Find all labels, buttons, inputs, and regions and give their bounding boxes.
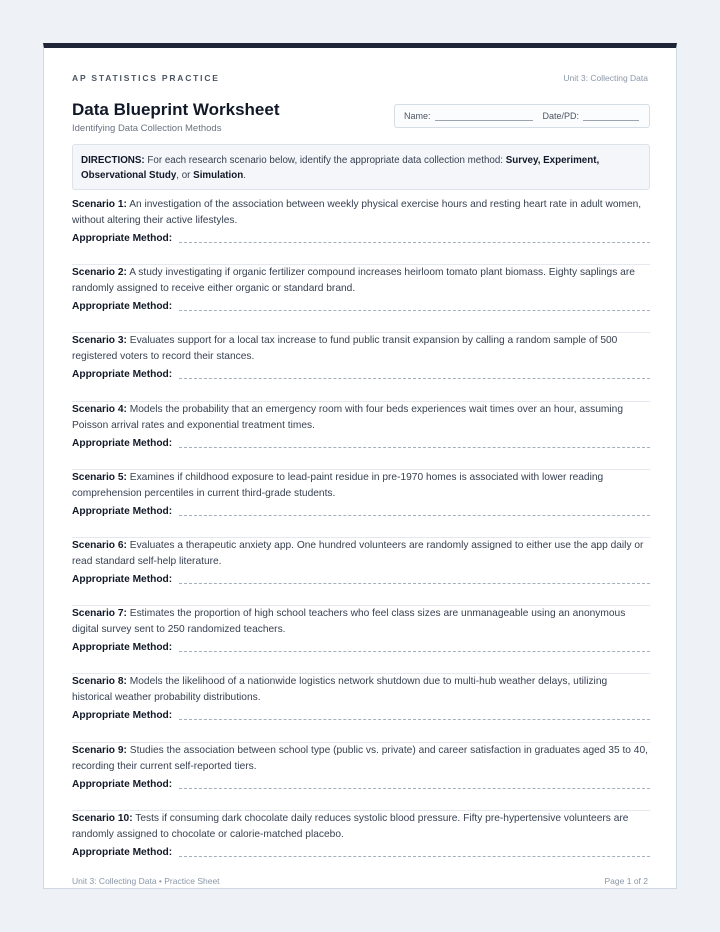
scenario-text bbox=[72, 743, 650, 775]
scenario-item bbox=[72, 197, 650, 265]
scenario-text bbox=[72, 538, 650, 570]
name-label: Name: bbox=[404, 111, 431, 121]
scenario-item bbox=[72, 265, 650, 333]
directions-methods-b: Simulation bbox=[193, 170, 244, 181]
method-label: Appropriate Method: bbox=[72, 301, 173, 313]
scenario-item bbox=[72, 811, 650, 879]
page-title: Data Blueprint Worksheet bbox=[72, 100, 280, 119]
directions-box bbox=[72, 144, 650, 190]
scenario-item bbox=[72, 606, 650, 674]
scenario-item bbox=[72, 333, 650, 401]
method-answer-line[interactable] bbox=[179, 233, 650, 243]
method-row bbox=[72, 233, 650, 244]
method-answer-line[interactable] bbox=[179, 369, 650, 379]
directions-text: For each research scenario below, identify the appropriate data collection method: bbox=[144, 155, 506, 166]
footer-left: Unit 3: Collecting Data • Practice Sheet bbox=[72, 876, 220, 886]
scenario-description: Models the likelihood of a nationwide logistics network shutdown due to multi-hub weather delays, utilizing historical weather probability distributions. bbox=[72, 676, 608, 704]
method-answer-line[interactable] bbox=[179, 301, 650, 311]
scenario-label: Scenario 8: bbox=[72, 676, 127, 688]
scenario-label: Scenario 10: bbox=[72, 812, 133, 824]
method-label: Appropriate Method: bbox=[72, 573, 173, 585]
scenario-text bbox=[72, 811, 650, 843]
scenario-description: Estimates the proportion of high school teachers who feel class sizes are unmanageable using an anonymous digital survey sent to 250 randomized teachers. bbox=[72, 608, 626, 636]
method-label: Appropriate Method: bbox=[72, 846, 173, 858]
scenario-text bbox=[72, 470, 650, 502]
method-label: Appropriate Method: bbox=[72, 505, 173, 517]
name-date-box bbox=[394, 104, 650, 128]
scenario-text bbox=[72, 402, 650, 434]
scenario-description: Tests if consuming dark chocolate daily reduces systolic blood pressure. Fifty pre-hypertensive volunteers are randomly assigned to chocolate or calorie-matched placebo. bbox=[72, 812, 629, 840]
name-field[interactable] bbox=[435, 112, 533, 121]
directions-end: . bbox=[243, 170, 246, 181]
method-label: Appropriate Method: bbox=[72, 233, 173, 244]
scenario-list bbox=[72, 197, 650, 879]
method-row bbox=[72, 369, 650, 380]
method-answer-line[interactable] bbox=[179, 438, 650, 448]
top-header-line bbox=[72, 73, 648, 83]
directions-label: DIRECTIONS: bbox=[81, 155, 145, 166]
scenario-description: Evaluates support for a local tax increase to fund public transit expansion by calling a random sample of 500 registered voters to record their stances. bbox=[72, 335, 618, 363]
method-answer-line[interactable] bbox=[179, 847, 650, 857]
scenario-text bbox=[72, 674, 650, 706]
method-row bbox=[72, 438, 650, 449]
scenario-description: An investigation of the association between weekly physical exercise hours and resting heart rate in adult women, without altering their active lifestyles. bbox=[72, 199, 642, 226]
page-footer bbox=[72, 876, 648, 886]
method-answer-line[interactable] bbox=[179, 779, 650, 789]
method-answer-line[interactable] bbox=[179, 574, 650, 584]
scenario-label: Scenario 1: bbox=[72, 199, 127, 210]
course-label: AP STATISTICS PRACTICE bbox=[72, 73, 220, 83]
scenario-description: Evaluates a therapeutic anxiety app. One hundred volunteers are randomly assigned to either use the app daily or read standard self-help literature. bbox=[72, 539, 644, 567]
method-label: Appropriate Method: bbox=[72, 778, 173, 790]
directions-methods-a: Survey, Experiment, Observational Study bbox=[81, 155, 600, 181]
date-field[interactable] bbox=[583, 112, 639, 121]
date-label: Date/PD: bbox=[542, 111, 580, 121]
scenario-label: Scenario 3: bbox=[72, 335, 127, 347]
method-row bbox=[72, 301, 650, 312]
method-answer-line[interactable] bbox=[179, 642, 650, 652]
scenario-description: Models the probability that an emergency room with four beds experiences wait times over an hour, assuming Poisson arrival rates and exponential treatment times. bbox=[72, 403, 623, 431]
scenario-text bbox=[72, 606, 650, 638]
scenario-item bbox=[72, 470, 650, 538]
method-row bbox=[72, 847, 650, 858]
method-row bbox=[72, 710, 650, 721]
page-subtitle: Identifying Data Collection Methods bbox=[72, 123, 222, 134]
scenario-item bbox=[72, 674, 650, 742]
method-answer-line[interactable] bbox=[179, 506, 650, 516]
scenario-item bbox=[72, 743, 650, 811]
scenario-text bbox=[72, 265, 650, 297]
method-row bbox=[72, 506, 650, 517]
method-row bbox=[72, 779, 650, 790]
scenario-label: Scenario 5: bbox=[72, 471, 127, 483]
scenario-label: Scenario 9: bbox=[72, 744, 127, 756]
method-row bbox=[72, 574, 650, 585]
scenario-description: Examines if childhood exposure to lead-paint residue in pre-1970 homes is associated with lower reading comprehension percentiles in current third-grade students. bbox=[72, 471, 604, 499]
scenario-description: Studies the association between school type (public vs. private) and career satisfaction in graduates aged 35 to 40, recording their current self-reported tiers. bbox=[72, 744, 648, 772]
worksheet-page bbox=[43, 43, 677, 889]
page-number: Page 1 of 2 bbox=[604, 876, 648, 886]
scenario-label: Scenario 7: bbox=[72, 608, 127, 620]
method-row bbox=[72, 642, 650, 653]
unit-label: Unit 3: Collecting Data bbox=[563, 73, 648, 83]
method-answer-line[interactable] bbox=[179, 710, 650, 720]
scenario-item bbox=[72, 538, 650, 606]
method-label: Appropriate Method: bbox=[72, 710, 173, 722]
scenario-label: Scenario 2: bbox=[72, 267, 127, 279]
scenario-text bbox=[72, 333, 650, 365]
scenario-text bbox=[72, 197, 650, 229]
method-label: Appropriate Method: bbox=[72, 369, 173, 381]
method-label: Appropriate Method: bbox=[72, 437, 173, 449]
method-label: Appropriate Method: bbox=[72, 642, 173, 654]
directions-sep: , or bbox=[176, 170, 194, 181]
scenario-label: Scenario 4: bbox=[72, 403, 127, 415]
scenario-description: A study investigating if organic fertilizer compound increases heirloom tomato plant biomass. Eighty saplings are randomly assigned to receive either organic or standard brand. bbox=[72, 267, 635, 295]
scenario-label: Scenario 6: bbox=[72, 539, 127, 551]
scenario-item bbox=[72, 402, 650, 470]
